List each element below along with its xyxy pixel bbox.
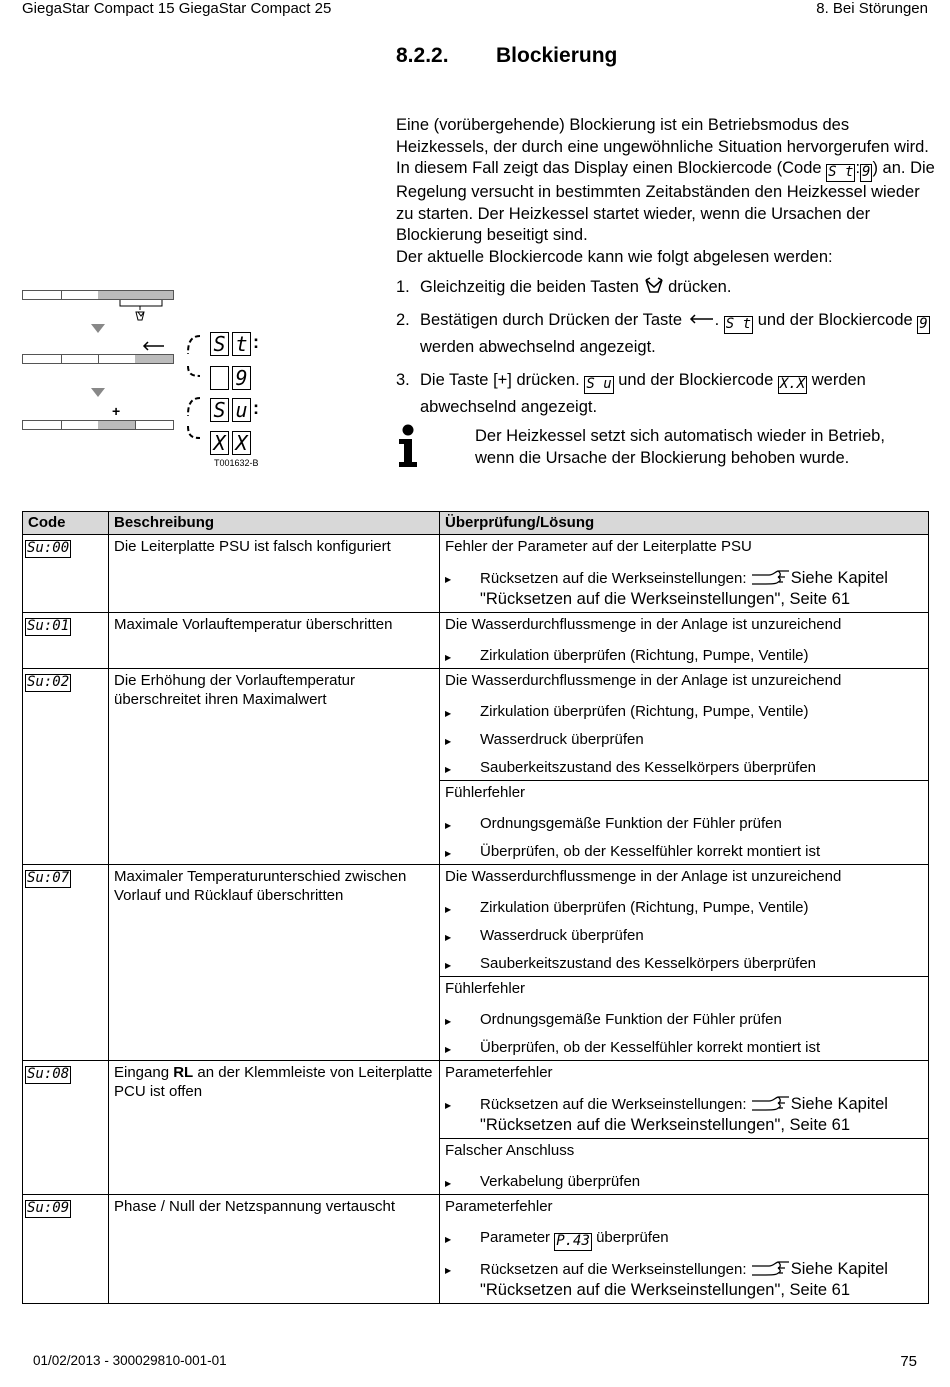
lcd-code: Su:09 [27,1200,70,1216]
lcd-code-su: S u [586,376,612,392]
bullet-arrow-icon: ▶ [445,821,452,830]
remedy-text: Sauberkeitszustand des Kesselkörpers überprüfen [480,759,817,776]
control-panel-bar-2 [22,354,174,364]
control-panel-bar [22,290,174,300]
description-part: Eingang [114,1064,174,1081]
pointing-hand-icon [751,1095,791,1111]
cause-text: Die Wasserdurchflussmenge in der Anlage ist unzureichend [445,616,842,633]
remedy-text: Überprüfen, ob der Kesselfühler korrekt montiert ist [480,843,821,860]
chapter-reference-link[interactable]: Siehe Kapitel "Rücksetzen auf die Werkseinstellungen", Seite 61 [480,1095,888,1134]
bullet-arrow-icon: ▶ [445,1045,452,1054]
down-arrow-icon [91,324,105,333]
step-text-mid: und der Blockiercode [757,311,913,329]
bullet-arrow-icon: ▶ [445,765,452,774]
code-cell [23,1061,109,1195]
remedy-text: Zirkulation überprüfen (Richtung, Pumpe, Ventile) [480,703,809,720]
remedy-text: Ordnungsgemäße Funktion der Fühler prüfen [480,1011,782,1028]
remedy-item [440,696,928,724]
cause-text: Fühlerfehler [440,976,928,1004]
display-blank [210,366,229,390]
remedy-text: Verkabelung überprüfen [480,1173,641,1190]
bullet-arrow-icon: ▶ [445,1235,452,1244]
bullet-arrow-icon: ▶ [445,709,452,718]
description-cell: Phase / Null der Netzspannung vertauscht [109,1195,440,1304]
step-text: Gleichzeitig die beiden Tasten [420,278,639,296]
lcd-code-xx: X.X [779,376,806,392]
description-cell: Maximale Vorlauftemperatur überschritten [109,613,440,669]
remedy-item [440,640,928,668]
intro-p1: Eine (vorübergehende) Blockierung ist ein Betriebsmodus des Heizkessels, der durch eine ungewöhnliche Situation hervorgerufen wird. In diesem Fall zeigt das Display einen Blockiercode (Code [396,116,929,178]
bracket-icon [118,300,168,322]
key-sequence-diagram [22,288,262,473]
cause-text: Fehler der Parameter auf der Leiterplatte PSU [445,538,752,555]
table-row [23,535,929,613]
remedy-item [440,892,928,920]
step-punct: . [714,311,720,329]
display-colon: : [253,332,259,352]
step-text-end: drücken. [668,278,732,296]
bullet-arrow-icon: ▶ [445,933,452,942]
check-cell [440,1061,929,1195]
remedy-item [440,1253,928,1303]
bullet-arrow-icon: ▶ [445,905,452,914]
table-row [23,669,929,865]
col-header-code: Code [23,512,109,535]
remedy-item [440,1222,928,1253]
lcd-code: Su:08 [27,1066,70,1082]
remedy-item [440,808,928,836]
display-char-s2: S [210,398,229,422]
remedy-item [440,1032,928,1060]
step-text-end: werden abwechselnd angezeigt. [420,338,656,356]
display-char-s: S [210,332,229,356]
cause-text: Fühlerfehler [440,780,928,808]
display-char-t: t [232,332,251,356]
bullet-arrow-icon: ▶ [445,961,452,970]
col-header-description: Beschreibung [109,512,440,535]
step-text-end: werden abwechselnd angezeigt. [420,371,866,416]
description-part: RL [173,1064,194,1081]
lcd-code: Su:00 [27,540,70,556]
section-number: 8.2.2. [396,44,449,67]
check-cell [440,669,929,865]
step-3 [396,367,936,421]
intro-text: Eine (vorübergehende) Blockierung ist ein Betriebsmodus des Heizkessels, der durch eine ungewöhnliche Situation hervorgerufen wird. In diesem Fall zeigt das Display einen Blockiercode (Code S t : 9 ) an. Die Regelung versucht in bestimmten Zeitabständen den Heizkessel wieder zu starten. Der Heizkessel startet wieder, wenn die Ursachen der Blockierung beseitigt sind. Der aktuelle Blockiercode kann wie folgt abgelesen werden: [396,116,935,266]
cycle-arrows-icon [182,328,212,453]
lcd-code-st: S t [725,316,752,332]
display-char-x1: X [210,431,229,455]
header-chapter: 8. Bei Störungen [816,0,928,17]
section-title: Blockierung [496,44,618,67]
remedy-item [440,1004,928,1032]
check-cell [440,613,929,669]
check-cell [440,535,929,613]
description-part: an der Klemmleiste von Leiterplatte PCU ist offen [114,1064,433,1100]
bullet-arrow-icon: ▶ [445,1101,452,1110]
remedy-text: Zirkulation überprüfen (Richtung, Pumpe, Ventile) [480,647,809,664]
control-panel-bar-3 [22,420,174,430]
step-number: 2. [396,311,410,329]
bullet-arrow-icon: ▶ [445,1179,452,1188]
enter-icon [140,340,166,352]
remedy-item [440,1088,928,1138]
bullet-arrow-icon: ▶ [445,653,452,662]
lcd-code: Su:07 [27,870,70,886]
cause-text: Parameterfehler [445,1198,553,1215]
bullet-arrow-icon: ▶ [445,737,452,746]
col-header-check: Überprüfung/Lösung [440,512,929,535]
lcd-code-9: 9 [919,316,928,332]
description-cell: Maximaler Temperaturunterschied zwischen Vorlauf und Rücklauf überschritten [109,865,440,1061]
header-product: GiegaStar Compact 15 GiegaStar Compact 25 [22,0,332,17]
remedy-text: Parameter [480,1229,551,1246]
cause-text: Die Wasserdurchflussmenge in der Anlage ist unzureichend [445,868,842,885]
chapter-reference-link[interactable]: Siehe Kapitel "Rücksetzen auf die Werkseinstellungen", Seite 61 [480,1260,888,1299]
lcd-code-st: S t [828,164,854,181]
display-colon-2: : [253,398,259,418]
code-cell [23,669,109,865]
double-key-icon [644,276,664,296]
step-1 [396,274,936,301]
remedy-text: Rücksetzen auf die Werkseinstellungen: [480,1261,747,1278]
remedy-item [440,948,928,976]
description-cell [109,1061,440,1195]
code-cell [23,613,109,669]
lcd-code: Su:01 [27,618,70,634]
check-cell [440,865,929,1061]
plus-key-label: + [112,403,121,419]
info-icon [396,424,420,468]
step-number: 3. [396,371,410,389]
bullet-arrow-icon: ▶ [445,1266,452,1275]
intro-p2: ) an. Die Regelung versucht in bestimmten Zeitabständen den Heizkessel wieder zu starten. Der Heizkessel startet wieder, wenn die Ursachen der Blockierung beseitigt sind. [396,159,935,245]
pointing-hand-icon [751,1260,791,1276]
lcd-code: Su:02 [27,674,70,690]
footer-doc-id: 01/02/2013 - 300029810-001-01 [33,1353,227,1368]
table-row [23,1061,929,1195]
code-cell [23,535,109,613]
code-cell [23,1195,109,1304]
blocking-code-table [22,511,929,1304]
remedy-item [440,1166,928,1194]
steps-list [396,274,936,427]
remedy-item [440,920,928,948]
cause-text: Falscher Anschluss [440,1138,928,1166]
diagram-code: T001632-B [214,458,259,468]
remedy-text: Wasserdruck überprüfen [480,927,644,944]
remedy-text: Zirkulation überprüfen (Richtung, Pumpe, Ventile) [480,899,809,916]
description-cell: Die Erhöhung der Vorlauftemperatur überschreitet ihren Maximalwert [109,669,440,865]
remedy-text: Sauberkeitszustand des Kesselkörpers überprüfen [480,955,817,972]
info-note: Der Heizkessel setzt sich automatisch wieder in Betrieb, wenn die Ursache der Blockierung behoben wurde. [475,427,885,467]
remedy-item [440,752,928,780]
remedy-text: Ordnungsgemäße Funktion der Fühler prüfen [480,815,782,832]
table-header-row [23,512,929,535]
cause-text: Parameterfehler [445,1064,553,1081]
remedy-text: Wasserdruck überprüfen [480,731,644,748]
remedy-item [440,836,928,864]
remedy-text: Rücksetzen auf die Werkseinstellungen: [480,570,747,587]
display-char-9: 9 [232,366,251,390]
cause-text: Die Wasserdurchflussmenge in der Anlage ist unzureichend [445,672,842,689]
bullet-arrow-icon: ▶ [445,1017,452,1026]
display-char-x2: X [232,431,251,455]
remedy-text: Rücksetzen auf die Werkseinstellungen: [480,1096,747,1113]
step-number: 1. [396,278,410,296]
bullet-arrow-icon: ▶ [445,575,452,584]
bullet-arrow-icon: ▶ [445,849,452,858]
step-text-mid: und der Blockiercode [618,371,774,389]
step-2 [396,307,936,361]
lcd-code-9: 9 [862,164,871,181]
remedy-item [440,724,928,752]
check-cell [440,1195,929,1304]
lcd-param-code: P.43 [556,1233,590,1249]
chapter-reference-link[interactable]: Siehe Kapitel "Rücksetzen auf die Werkseinstellungen", Seite 61 [480,569,888,608]
down-arrow-icon-2 [91,388,105,397]
step-text: Bestätigen durch Drücken der Taste [420,311,683,329]
pointing-hand-icon [751,569,791,585]
table-row [23,613,929,669]
table-row [23,865,929,1061]
step-text: Die Taste [+] drücken. [420,371,580,389]
code-cell [23,865,109,1061]
table-row [23,1195,929,1304]
enter-key-icon [687,313,715,325]
page-number: 75 [900,1353,917,1370]
intro-p3: Der aktuelle Blockiercode kann wie folgt abgelesen werden: [396,247,833,266]
display-char-u: u [232,398,251,422]
description-cell: Die Leiterplatte PSU ist falsch konfiguriert [109,535,440,613]
remedy-text: Überprüfen, ob der Kesselfühler korrekt montiert ist [480,1039,821,1056]
remedy-item [440,562,928,612]
remedy-text-end: überprüfen [596,1229,669,1246]
